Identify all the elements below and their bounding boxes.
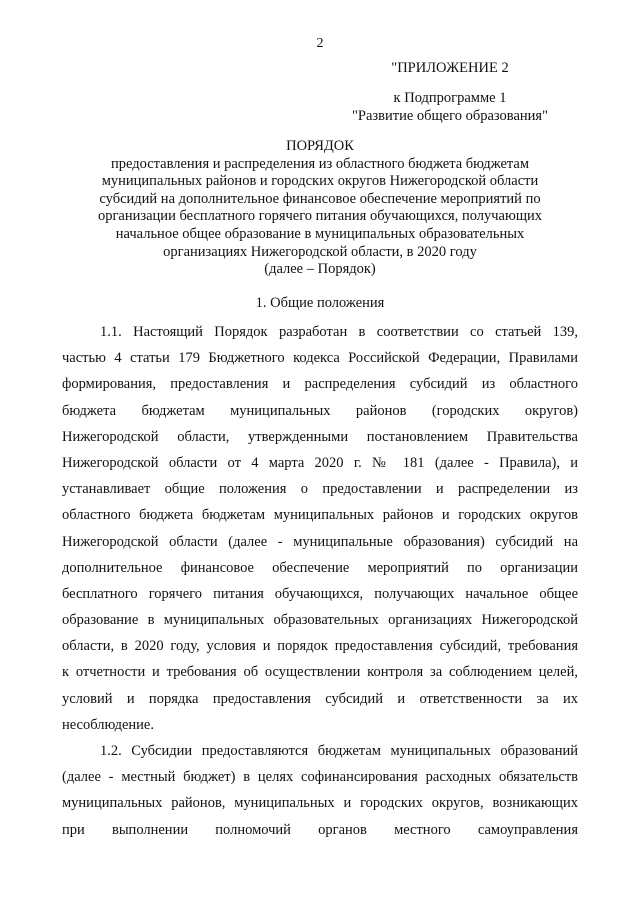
paragraph-line: образование в муниципальных образовательных организациях Нижегородской xyxy=(62,612,578,629)
paragraph-line: Нижегородской области от 4 марта 2020 г. № 181 (далее - Правила), и xyxy=(62,454,578,471)
paragraph-line: области, в 2020 году, условия и порядок предоставления субсидий, требования xyxy=(62,638,578,655)
title-line: (далее – Порядок) xyxy=(264,261,376,278)
paragraph-line: к отчетности и требования об осуществлении контроля за соблюдением целей, xyxy=(62,664,578,681)
title-line: муниципальных районов и городских округов Нижегородской области xyxy=(101,173,539,190)
appendix-subprogram-name: "Развитие общего образования" xyxy=(351,108,548,124)
title-line: начальное общее образование в муниципальных образовательных xyxy=(115,225,525,242)
appendix-label: "ПРИЛОЖЕНИЕ 2 xyxy=(391,60,509,76)
paragraph-line: формирования, предоставления и распределения субсидий из областного xyxy=(62,376,578,393)
title-line: предоставления и распределения из областного бюджета бюджетам xyxy=(110,155,530,172)
title-line: ПОРЯДОК xyxy=(286,138,354,154)
paragraph-line: условий и порядка предоставления субсидий и ответственности за их xyxy=(62,690,578,707)
paragraph-line: частью 4 статьи 179 Бюджетного кодекса Российской Федерации, Правилами xyxy=(62,350,578,367)
title-line: организации бесплатного горячего питания обучающихся, получающих xyxy=(97,208,543,225)
paragraph-line: областного бюджета бюджетам муниципальных районов и городских округов xyxy=(62,507,578,524)
page-number: 2 xyxy=(316,36,324,51)
section-heading: 1. Общие положения xyxy=(255,295,385,311)
paragraph-line: муниципальных районов, муниципальных и городских округов, возникающих xyxy=(62,795,578,812)
title-line: организациях Нижегородской области, в 2020 году xyxy=(163,243,477,260)
paragraph-line: Нижегородской области, утвержденными постановлением Правительства xyxy=(62,428,578,445)
paragraph-line: дополнительное финансовое обеспечение мероприятий по организации xyxy=(62,559,578,576)
paragraph-line: бюджета бюджетам муниципальных районов (городских округов) xyxy=(62,402,578,419)
paragraph-line: несоблюдение. xyxy=(62,716,154,733)
document-title xyxy=(60,138,580,279)
paragraph-line: Нижегородской области (далее - муниципальные образования) субсидий на xyxy=(62,533,578,550)
paragraph-line: бесплатного горячего питания обучающихся, получающих начальное общее xyxy=(62,585,578,602)
paragraph-1-2 xyxy=(62,738,578,843)
title-line: субсидий на дополнительное финансовое обеспечение мероприятий по xyxy=(99,190,541,207)
paragraph-line: при выполнении полномочий органов местного самоуправления xyxy=(62,821,578,838)
paragraph-line: (далее - местный бюджет) в целях софинансирования расходных обязательств xyxy=(62,769,578,786)
paragraph-1-1 xyxy=(62,319,578,738)
paragraph-line: устанавливает общие положения о предоставлении и распределении из xyxy=(62,481,578,498)
paragraph-line: 1.2. Субсидии предоставляются бюджетам муниципальных образований xyxy=(100,743,578,759)
appendix-subprogram: к Подпрограмме 1 xyxy=(393,90,507,106)
paragraph-line: 1.1. Настоящий Порядок разработан в соответствии со статьей 139, xyxy=(100,324,578,340)
